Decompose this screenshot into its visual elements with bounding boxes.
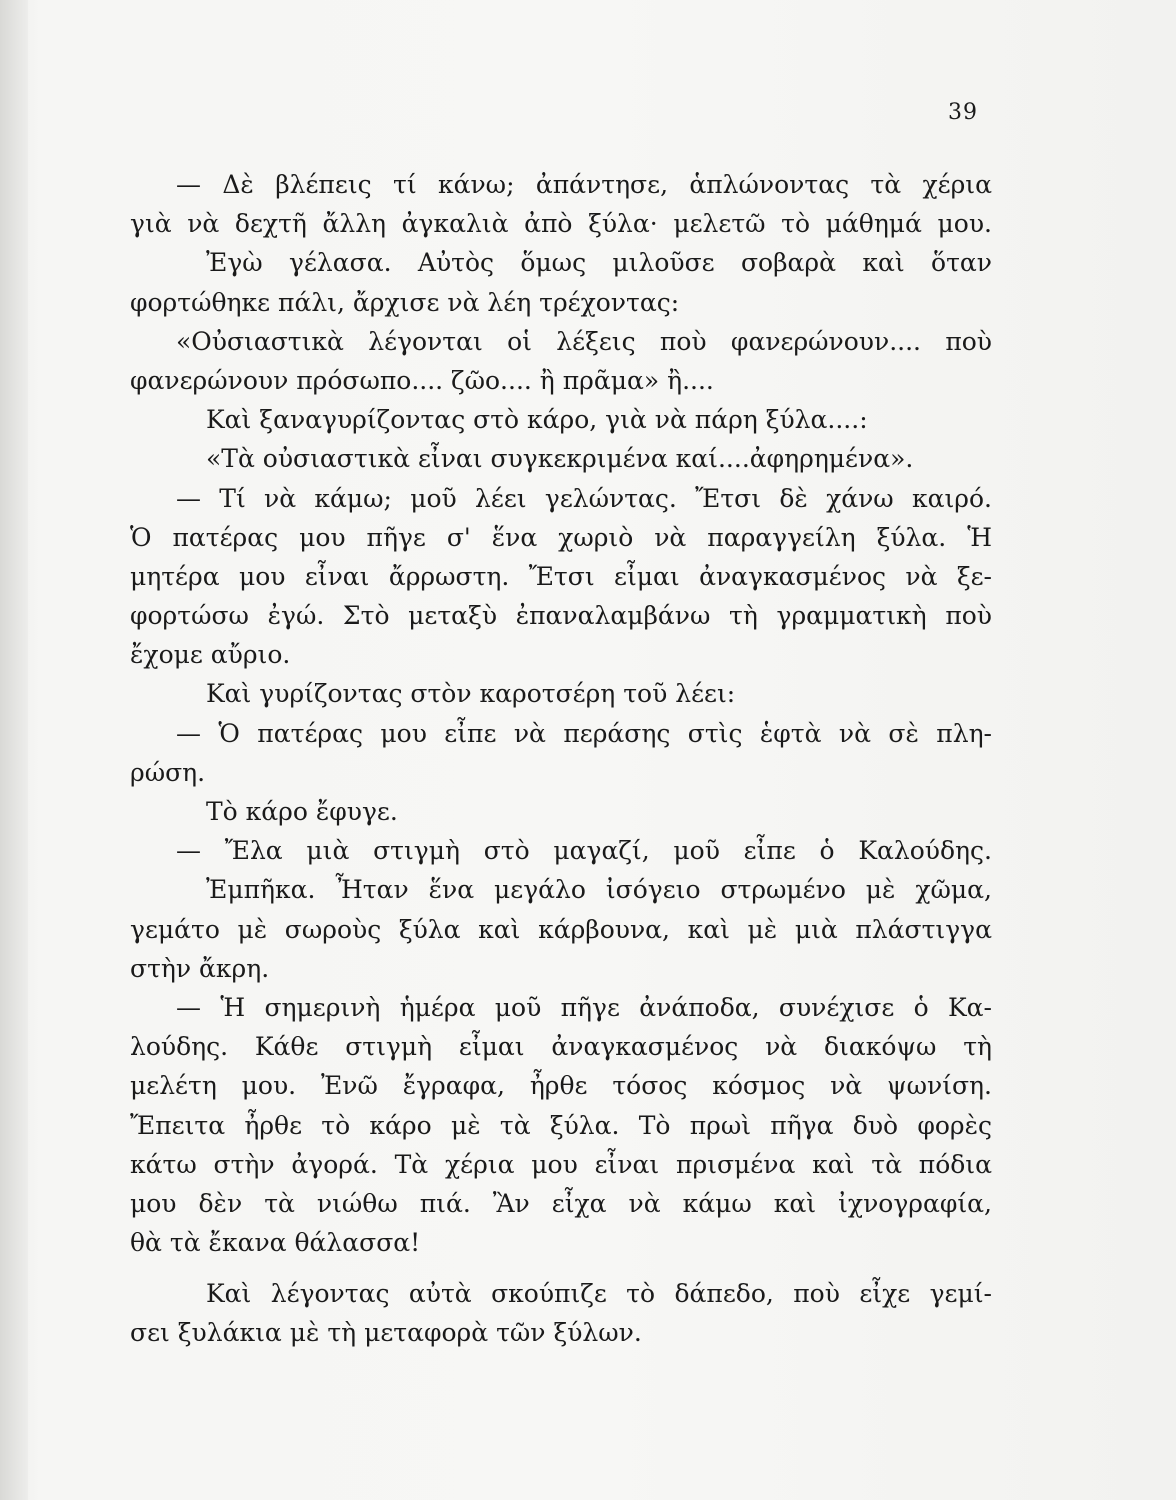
paragraph-gap	[130, 1262, 992, 1274]
text-line: στὴν ἄκρη.	[130, 953, 270, 983]
text-line: μου δὲν τὰ νιώθω πιά. Ἂν εἶχα νὰ κάμω καὶ ἰχνογραφία,	[130, 1188, 992, 1218]
text-line: γιὰ νὰ δεχτῆ ἄλλη ἀγκαλιὰ ἀπὸ ξύλα· μελετῶ τὸ μάθημά μου.	[130, 209, 992, 239]
page-number: 39	[948, 100, 978, 125]
text-line: Ἐγὼ γέλασα. Αὐτὸς ὅμως μιλοῦσε σοβαρὰ καὶ ὅταν	[206, 248, 992, 278]
text-line: θὰ τὰ ἔκανα θάλασσα!	[130, 1228, 421, 1258]
text-line: σει ξυλάκια μὲ τὴ μεταφορὰ τῶν ξύλων.	[130, 1318, 642, 1348]
text-line: ρώση.	[130, 757, 206, 787]
text-line: φανερώνουν πρόσωπο.... ζῶο.... ἢ πρᾶμα» ἢ....	[130, 365, 714, 395]
body-text	[130, 165, 992, 1353]
text-line: Ὁ πατέρας μου πῆγε σ' ἕνα χωριὸ νὰ παραγγείλη ξύλα. Ἡ	[130, 522, 992, 552]
text-line: Καὶ γυρίζοντας στὸν καροτσέρη τοῦ λέει:	[206, 679, 736, 709]
text-line: Καὶ λέγοντας αὐτὰ σκούπιζε τὸ δάπεδο, ποὺ εἶχε γεμί-	[206, 1279, 992, 1309]
text-line: ἔχομε αὔριο.	[130, 640, 291, 670]
text-line: γεμάτο μὲ σωροὺς ξύλα καὶ κάρβουνα, καὶ μὲ μιὰ πλάστιγγα	[130, 914, 992, 944]
text-line: κάτω στὴν ἀγορά. Τὰ χέρια μου εἶναι πρισμένα καὶ τὰ πόδια	[130, 1149, 992, 1179]
text-line: «Τὰ οὐσιαστικὰ εἶναι συγκεκριμένα καί....ἀφηρημένα».	[206, 444, 914, 474]
text-line: μελέτη μου. Ἐνῶ ἔγραφα, ἦρθε τόσος κόσμος νὰ ψωνίση.	[130, 1071, 992, 1101]
text-line: Ἐμπῆκα. Ἦταν ἕνα μεγάλο ἰσόγειο στρωμένο μὲ χῶμα,	[206, 875, 992, 905]
text-line: φορτώσω ἐγώ. Στὸ μεταξὺ ἐπαναλαμβάνω τὴ γραμματικὴ ποὺ	[130, 601, 992, 631]
text-line: λούδης. Κάθε στιγμὴ εἶμαι ἀναγκασμένος νὰ διακόψω τὴ	[130, 1032, 992, 1062]
text-line: φορτώθηκε πάλι, ἄρχισε νὰ λέη τρέχοντας:	[130, 287, 680, 317]
text-line: — Ὁ πατέρας μου εἶπε νὰ περάσης στὶς ἑφτὰ νὰ σὲ πλη-	[176, 718, 992, 748]
text-line: μητέρα μου εἶναι ἄρρωστη. Ἔτσι εἶμαι ἀναγκασμένος νὰ ξε-	[130, 561, 992, 591]
text-line: — Ἔλα μιὰ στιγμὴ στὸ μαγαζί, μοῦ εἶπε ὁ Καλούδης.	[176, 836, 992, 866]
text-line: Ἔπειτα ἦρθε τὸ κάρο μὲ τὰ ξύλα. Τὸ πρωὶ πῆγα δυὸ φορὲς	[130, 1110, 992, 1140]
text-line: — Ἡ σημερινὴ ἡμέρα μοῦ πῆγε ἀνάποδα, συνέχισε ὁ Κα-	[176, 992, 992, 1022]
text-line: — Τί νὰ κάμω; μοῦ λέει γελώντας. Ἔτσι δὲ χάνω καιρό.	[176, 483, 992, 513]
text-line: «Οὐσιαστικὰ λέγονται οἱ λέξεις ποὺ φανερώνουν.... ποὺ	[176, 326, 992, 356]
text-line: Καὶ ξαναγυρίζοντας στὸ κάρο, γιὰ νὰ πάρη ξύλα....:	[206, 405, 868, 435]
page-binding-shadow	[0, 0, 28, 1500]
text-line: — Δὲ βλέπεις τί κάνω; ἀπάντησε, ἁπλώνοντας τὰ χέρια	[176, 170, 992, 199]
text-line: Τὸ κάρο ἔφυγε.	[206, 797, 398, 826]
